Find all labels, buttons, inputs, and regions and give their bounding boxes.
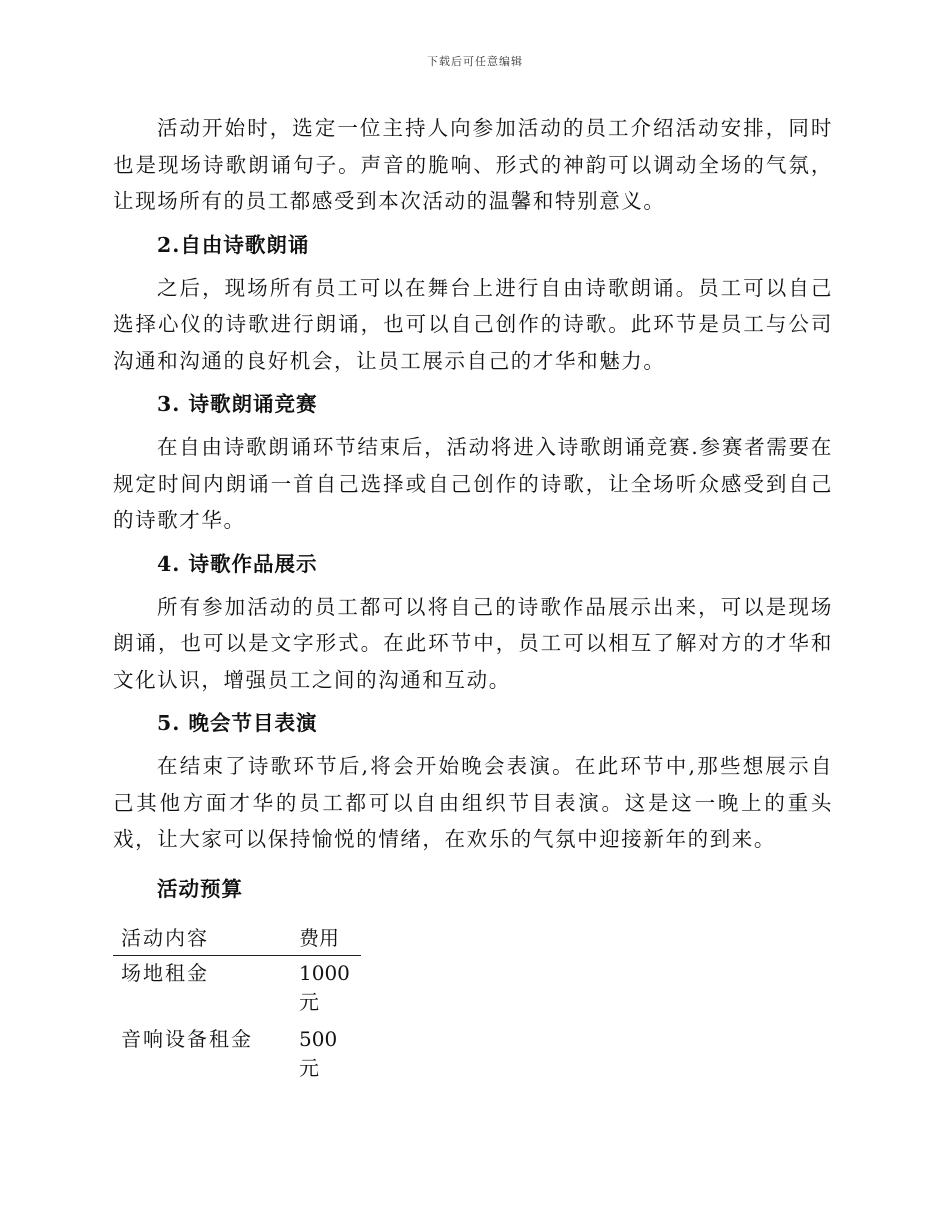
budget-header-cost: 费用	[299, 924, 361, 956]
table-row	[113, 955, 361, 1022]
intro-paragraph: 活动开始时，选定一位主持人向参加活动的员工介绍活动安排，同时也是现场诗歌朗诵句子。声音的脆响、形式的神韵可以调动全场的气氛，让现场所有的员工都感受到本次活动的温馨和特别意义。	[113, 116, 833, 213]
budget-table	[113, 924, 361, 1088]
budget-row-item: 音响设备租金	[121, 1026, 253, 1051]
evening-performance-paragraph: 在结束了诗歌环节后,将会开始晚会表演。在此环节中,那些想展示自己其他方面才华的员工都可以自由组织节目表演。这是这一晚上的重头戏，让大家可以保持愉悦的情绪，在欢乐的气氛中迎接新年的到来。	[113, 754, 833, 851]
table-row	[113, 1022, 361, 1088]
budget-row-item: 场地租金	[121, 960, 209, 985]
poetry-showcase-paragraph: 所有参加活动的员工都可以将自己的诗歌作品展示出来，可以是现场朗诵，也可以是文字形式。在此环节中，员工可以相互了解对方的才华和文化认识，增强员工之间的沟通和互动。	[113, 594, 833, 692]
document-body	[113, 110, 833, 1088]
section-heading-poetry-showcase: 4. 诗歌作品展示	[157, 551, 318, 576]
budget-header-item: 活动内容	[113, 924, 299, 956]
section-heading-evening-performance: 5. 晚会节目表演	[157, 711, 318, 735]
page-header: 下载后可任意编辑	[427, 55, 523, 68]
budget-row-cost: 500 元	[299, 1026, 338, 1080]
section-heading-recitation-contest: 3. 诗歌朗诵竞赛	[157, 392, 318, 416]
budget-row-cost: 1000 元	[299, 960, 350, 1014]
section-heading-free-recitation: 2.自由诗歌朗诵	[157, 232, 310, 257]
free-recitation-paragraph: 之后，现场所有员工可以在舞台上进行自由诗歌朗诵。员工可以自己选择心仪的诗歌进行朗诵，也可以自己创作的诗歌。此环节是员工与公司沟通和沟通的良好机会，让员工展示自己的才华和魅力。	[113, 275, 833, 373]
budget-table-header-row	[113, 924, 361, 956]
recitation-contest-paragraph: 在自由诗歌朗诵环节结束后，活动将进入诗歌朗诵竞赛.参赛者需要在规定时间内朗诵一首自己选择或自己创作的诗歌，让全场听众感受到自己的诗歌才华。	[113, 435, 833, 532]
section-heading-budget: 活动预算	[157, 876, 243, 901]
